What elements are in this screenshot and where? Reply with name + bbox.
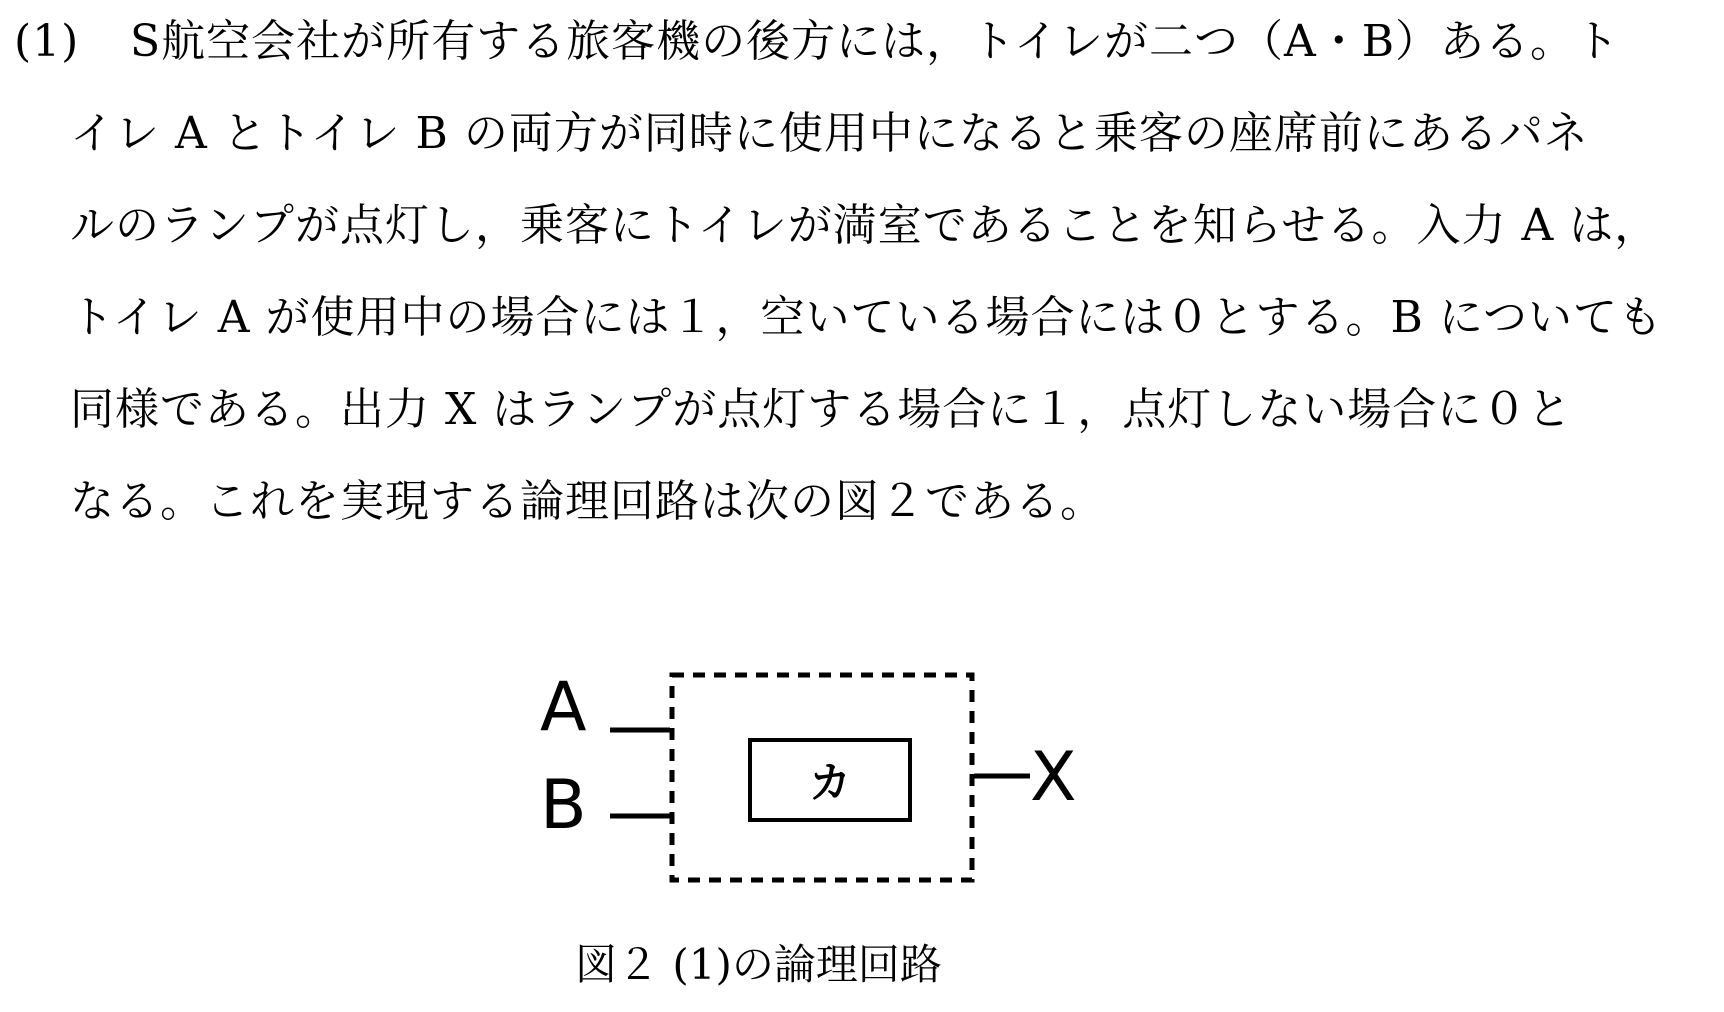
logic-circuit-diagram xyxy=(540,650,1120,910)
problem-text-line-3: ルのランプが点灯し，乗客にトイレが満室であることを知らせる。入力 A は， xyxy=(70,200,1660,251)
gate-label: カ xyxy=(808,758,852,807)
problem-text-line-2: イレ A とトイレ B の両方が同時に使用中になると乗客の座席前にあるパネ xyxy=(70,108,1589,159)
problem-number: (1) xyxy=(14,16,80,67)
problem-text-line-1: S航空会社が所有する旅客機の後方には，トイレが二つ（A・B）ある。ト xyxy=(130,16,1621,67)
output-x-label: X xyxy=(1030,738,1077,817)
problem-text-line-4: トイレ A が使用中の場合には１，空いている場合には０とする。B についても xyxy=(70,292,1663,343)
figure-caption: 図２ (1)の論理回路 xyxy=(575,940,942,989)
problem-text-line-6: なる。これを実現する論理回路は次の図２である。 xyxy=(70,476,1105,527)
input-b-label: B xyxy=(540,766,587,845)
input-a-label: A xyxy=(540,668,587,747)
problem-text-line-5: 同様である。出力 X はランプが点灯する場合に１，点灯しない場合に０と xyxy=(70,384,1573,435)
